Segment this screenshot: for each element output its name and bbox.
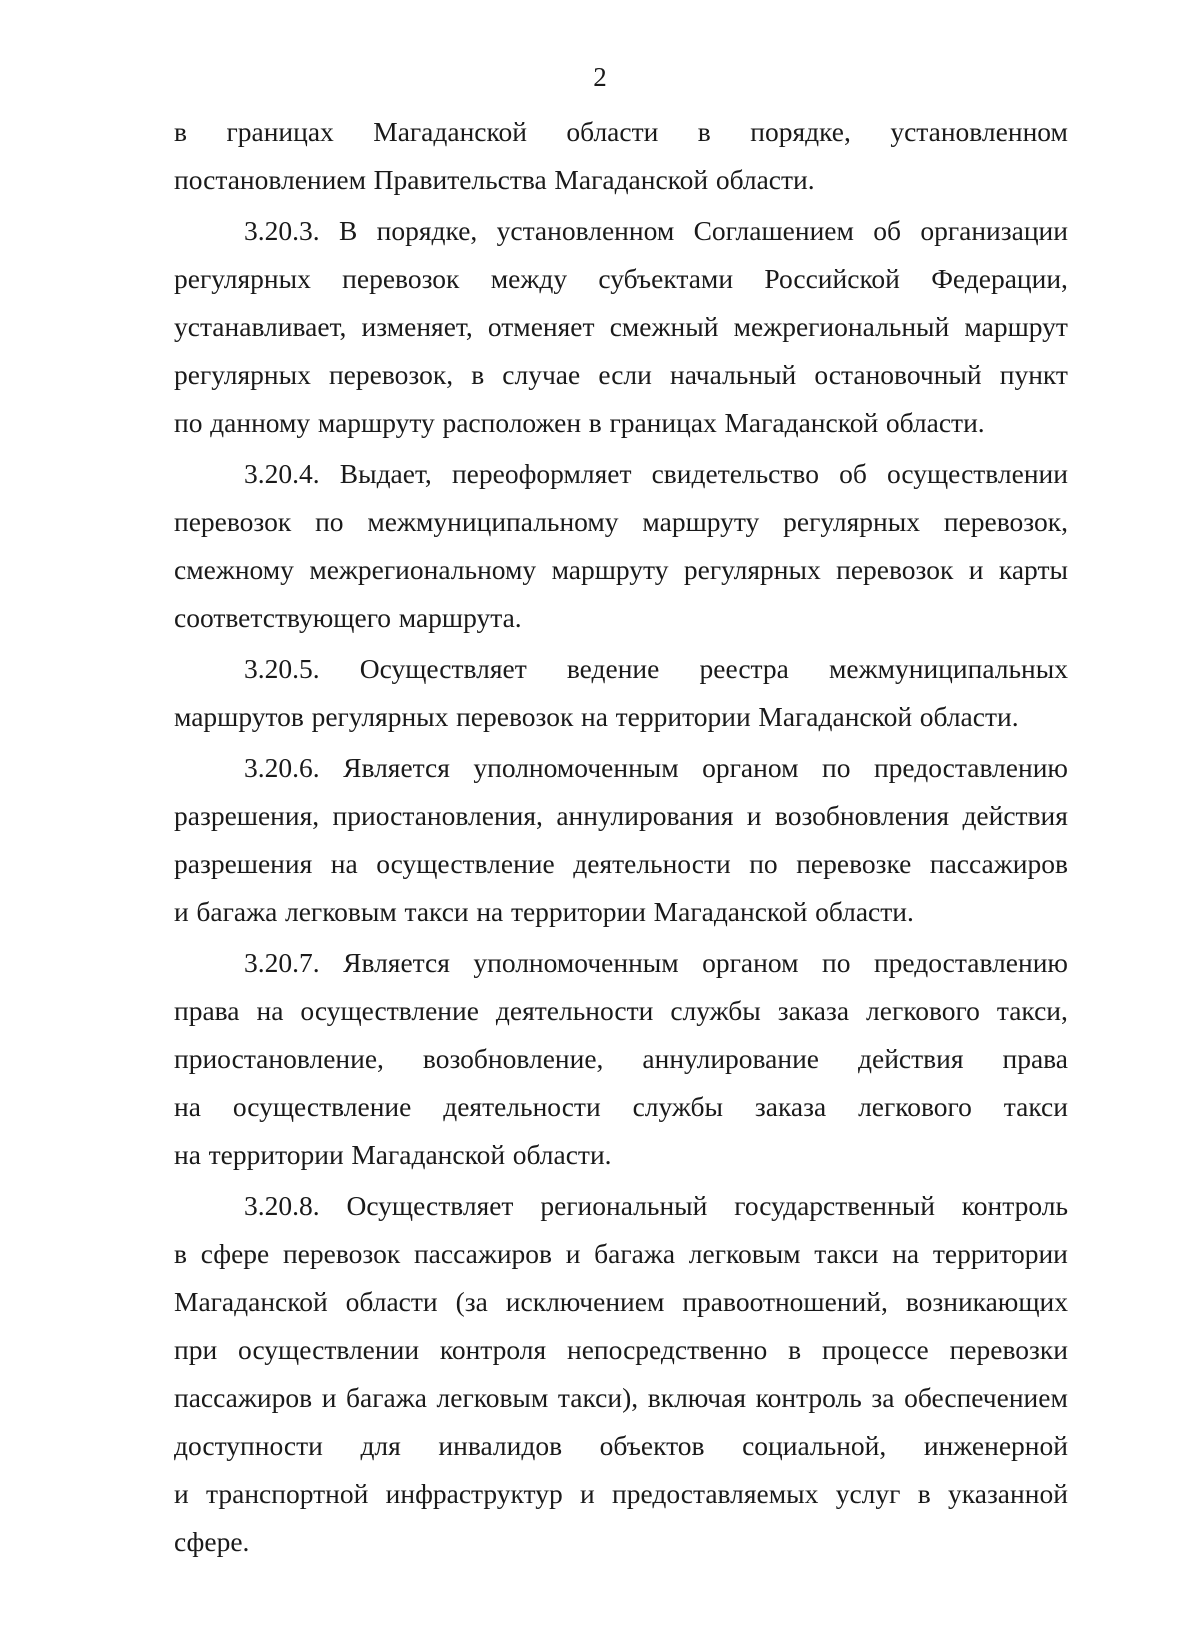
paragraph [174,1182,1068,1566]
text-line: разрешения на осуществление деятельности по перевозке пассажиров [174,848,1068,879]
text-line: 3.20.7. Является уполномоченным органом по предоставлению [244,947,1068,978]
text-line: по данному маршруту расположен в границах Магаданской области. [174,407,985,438]
text-line: разрешения, приостановления, аннулирования и возобновления действия [174,800,1068,831]
text-line: маршрутов регулярных перевозок на территории Магаданской области. [174,701,1019,732]
paragraph [174,450,1068,642]
paragraph [174,207,1068,447]
text-line: регулярных перевозок, в случае если начальный остановочный пункт [174,359,1068,390]
text-line: и транспортной инфраструктур и предоставляемых услуг в указанной [174,1478,1068,1509]
paragraph [174,744,1068,936]
text-line: 3.20.3. В порядке, установленном Соглашением об организации [244,215,1068,246]
text-line: приостановление, возобновление, аннулирование действия права [174,1043,1068,1074]
text-line: 3.20.4. Выдает, переоформляет свидетельство об осуществлении [244,458,1068,489]
text-line: регулярных перевозок между субъектами Российской Федерации, [174,263,1068,294]
text-line: в сфере перевозок пассажиров и багажа легковым такси на территории [174,1238,1068,1269]
text-line: в границах Магаданской области в порядке, установленном [174,116,1068,147]
text-line: 3.20.5. Осуществляет ведение реестра межмуниципальных [244,653,1068,684]
text-line: на осуществление деятельности службы заказа легкового такси [174,1091,1068,1122]
document-body [174,108,1068,1566]
paragraph [174,645,1068,741]
paragraph [174,939,1068,1179]
text-line: доступности для инвалидов объектов социальной, инженерной [174,1430,1068,1461]
page-number: 2 [593,62,607,92]
text-line: 3.20.6. Является уполномоченным органом по предоставлению [244,752,1068,783]
text-line: пассажиров и багажа легковым такси), включая контроль за обеспечением [174,1382,1068,1413]
text-line: постановлением Правительства Магаданской области. [174,164,815,195]
text-line: смежному межрегиональному маршруту регулярных перевозок и карты [174,554,1068,585]
text-line: соответствующего маршрута. [174,602,522,633]
text-line: устанавливает, изменяет, отменяет смежный межрегиональный маршрут [174,311,1068,342]
text-line: сфере. [174,1526,250,1557]
text-line: Магаданской области (за исключением правоотношений, возникающих [174,1286,1068,1317]
text-line: перевозок по межмуниципальному маршруту регулярных перевозок, [174,506,1068,537]
text-line: 3.20.8. Осуществляет региональный государственный контроль [244,1190,1068,1221]
text-line: на территории Магаданской области. [174,1139,612,1170]
text-line: и багажа легковым такси на территории Магаданской области. [174,896,914,927]
text-line: при осуществлении контроля непосредственно в процессе перевозки [174,1334,1068,1365]
text-line: права на осуществление деятельности службы заказа легкового такси, [174,995,1068,1026]
paragraph [174,108,1068,204]
